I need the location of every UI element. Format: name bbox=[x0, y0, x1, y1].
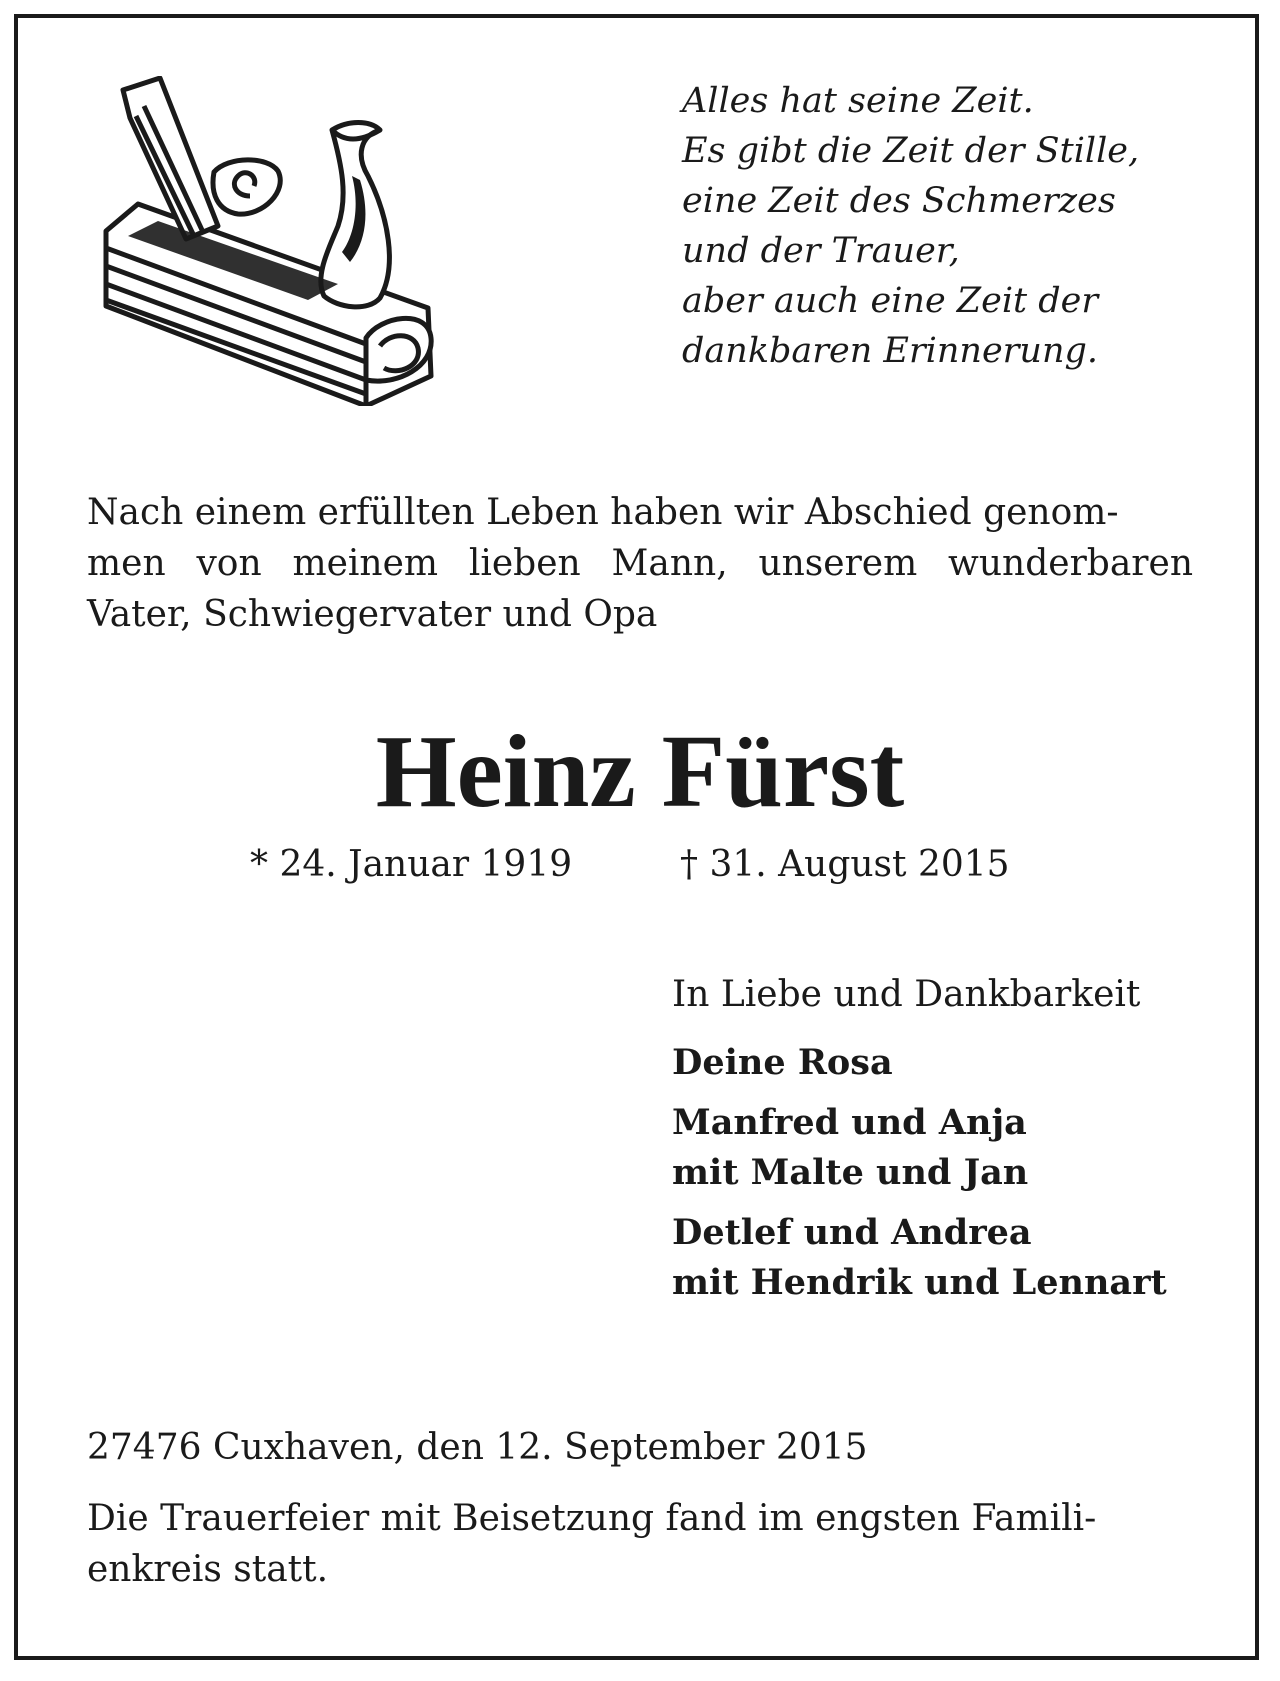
announcement-word: unserem bbox=[758, 543, 918, 584]
mourner-group bbox=[672, 1098, 1232, 1198]
ceremony-line: enkreis statt. bbox=[87, 1549, 329, 1590]
announcement-word: men bbox=[87, 543, 166, 584]
announcement-word: meinem bbox=[292, 543, 439, 584]
mourner-line: Deine Rosa bbox=[672, 1042, 893, 1083]
quote-line: Alles hat seine Zeit. bbox=[682, 81, 1034, 121]
death-date: † 31. August 2015 bbox=[680, 844, 1010, 885]
mourner-group bbox=[672, 1208, 1232, 1308]
ceremony-note bbox=[87, 1493, 1193, 1595]
announcement-word: von bbox=[196, 543, 262, 584]
carpenter-plane-icon bbox=[98, 76, 443, 406]
announcement-line: Nach einem erfüllten Leben haben wir Abschied genom- bbox=[87, 492, 1119, 533]
quote-line: und der Trauer, bbox=[682, 231, 960, 271]
announcement-word: Mann, bbox=[611, 543, 728, 584]
quote-line: dankbaren Erinnerung. bbox=[682, 331, 1099, 371]
mourners-signature bbox=[672, 970, 1232, 1318]
mourner-group bbox=[672, 1038, 1232, 1088]
quote-line: Es gibt die Zeit der Stille, bbox=[682, 131, 1140, 171]
deceased-name: Heinz Fürst bbox=[375, 714, 905, 829]
announcement-line: Vater, Schwiegervater und Opa bbox=[87, 594, 658, 635]
birth-date: * 24. Januar 1919 bbox=[250, 844, 573, 885]
mourner-line: mit Hendrik und Lennart bbox=[672, 1262, 1167, 1303]
announcement-word: wunderbaren bbox=[948, 543, 1193, 584]
mourner-line: Detlef und Andrea bbox=[672, 1212, 1032, 1253]
announcement-word: lieben bbox=[468, 543, 581, 584]
footer bbox=[87, 1423, 1193, 1595]
quote-line: aber auch eine Zeit der bbox=[682, 281, 1099, 321]
quote-line: eine Zeit des Schmerzes bbox=[682, 181, 1116, 221]
epitaph-quote bbox=[682, 76, 1222, 376]
place-date: 27476 Cuxhaven, den 12. September 2015 bbox=[87, 1427, 868, 1468]
ceremony-line: Die Trauerfeier mit Beisetzung fand im engsten Famili- bbox=[87, 1498, 1097, 1539]
signature-intro: In Liebe und Dankbarkeit bbox=[672, 974, 1141, 1015]
mourner-line: mit Malte und Jan bbox=[672, 1152, 1029, 1193]
mourner-line: Manfred und Anja bbox=[672, 1102, 1027, 1143]
announcement-text bbox=[87, 487, 1193, 640]
announcement-line bbox=[87, 538, 1193, 589]
